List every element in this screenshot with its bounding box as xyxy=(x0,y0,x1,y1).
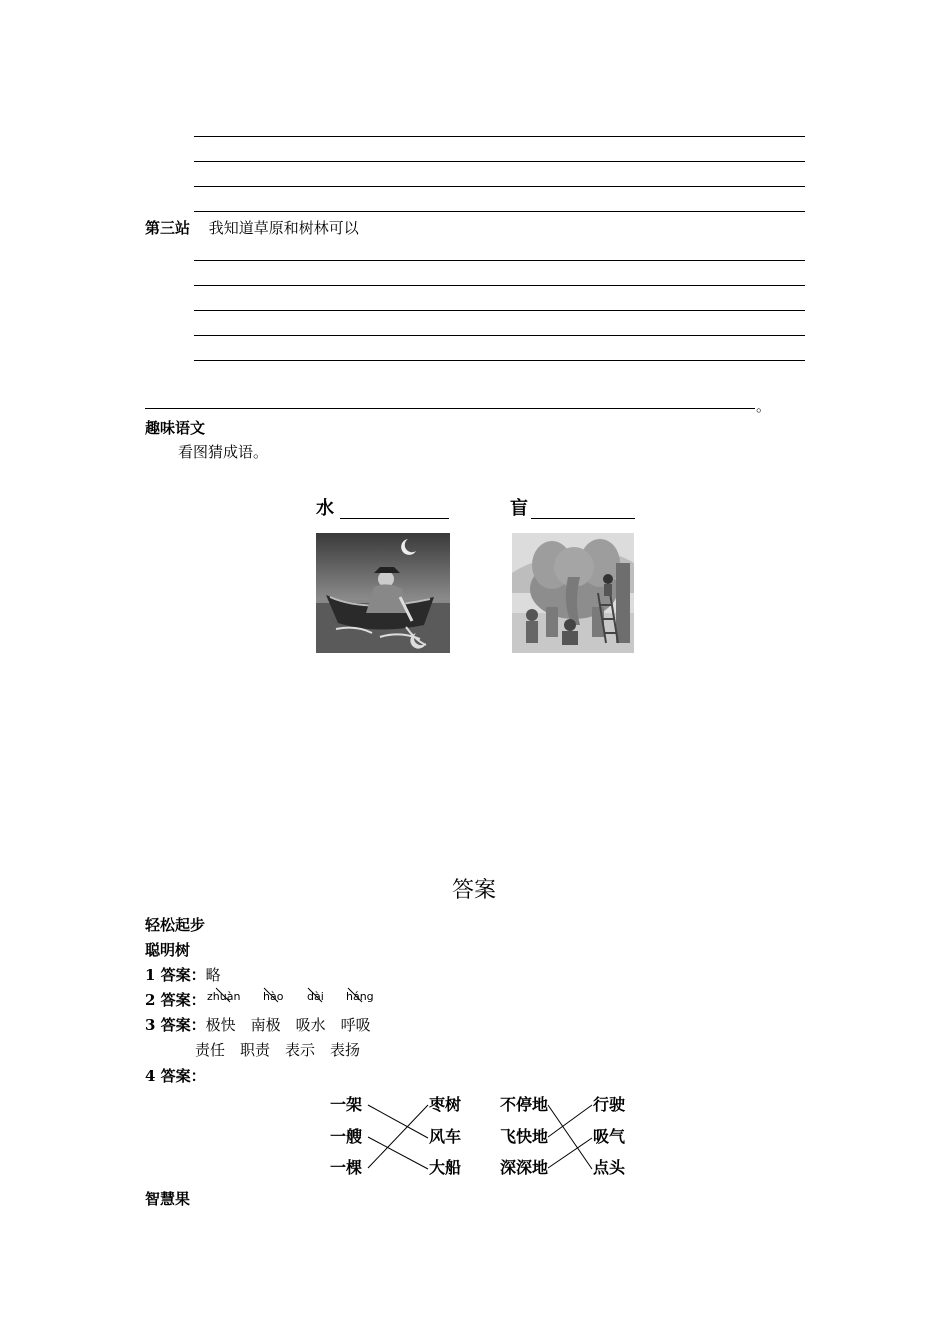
section-smart-tree: 聪明树 xyxy=(145,941,191,959)
match2-left-2: 飞快地 xyxy=(500,1127,549,1146)
match-lines-2 xyxy=(546,1100,594,1175)
match-right-2: 风车 xyxy=(429,1127,462,1146)
pinyin-strikes xyxy=(200,986,390,1006)
pinyin-hao: hào xyxy=(263,990,284,1003)
pinyin-hang: háng xyxy=(346,990,374,1003)
idiom1-blank xyxy=(340,518,449,519)
answer-4-label: 4 答案： xyxy=(145,1067,206,1085)
answer-3-label: 3 答案： xyxy=(145,1016,206,1034)
answer-line xyxy=(194,186,805,187)
match-left-2: 一艘 xyxy=(330,1127,363,1146)
station3-row xyxy=(145,218,359,238)
idiom2-blank xyxy=(531,518,635,519)
match2-left-3: 深深地 xyxy=(500,1158,549,1177)
match-left-3: 一棵 xyxy=(330,1158,363,1177)
pinyin-zhuan: zhuàn xyxy=(207,990,241,1003)
answer-3-row2: 责任 职责 表示 表扬 xyxy=(195,1041,361,1059)
match2-right-2: 吸气 xyxy=(593,1127,626,1146)
answer-3-row1: 极快 南极 吸水 呼吸 xyxy=(205,1016,371,1034)
station3-label: 第三站 xyxy=(145,219,191,237)
section-easy-start: 轻松起步 xyxy=(145,916,206,934)
match-right-1: 枣树 xyxy=(429,1095,462,1114)
match-lines-1 xyxy=(366,1100,430,1175)
match2-right-1: 行驶 xyxy=(593,1095,626,1114)
answer-line xyxy=(194,285,805,286)
end-mark: 。 xyxy=(756,397,772,415)
section-wisdom-fruit: 智慧果 xyxy=(145,1190,191,1208)
answer-line xyxy=(194,360,805,361)
answer-1 xyxy=(145,965,221,985)
match-left-1: 一架 xyxy=(330,1095,363,1114)
fun-instruction: 看图猜成语。 xyxy=(178,443,269,461)
answer-4 xyxy=(145,1066,206,1086)
answer-1-text: 略 xyxy=(205,966,221,984)
answer-line xyxy=(194,335,805,336)
elephant-image xyxy=(512,533,634,653)
match-right-3: 大船 xyxy=(429,1158,462,1177)
answer-line xyxy=(194,310,805,311)
answers-title: 答案 xyxy=(452,878,497,903)
answer-line xyxy=(194,136,805,137)
match2-left-1: 不停地 xyxy=(500,1095,549,1114)
idiom1-char: 水 xyxy=(316,498,334,519)
answer-line xyxy=(194,211,805,212)
answer-1-label: 1 答案： xyxy=(145,966,206,984)
answer-line-long xyxy=(145,408,755,409)
pinyin-dai: dài xyxy=(307,990,324,1003)
match2-right-3: 点头 xyxy=(593,1158,626,1177)
fun-heading: 趣味语文 xyxy=(145,419,206,437)
answer-line xyxy=(194,161,805,162)
answer-3 xyxy=(145,1015,371,1035)
station3-prompt: 我知道草原和树林可以 xyxy=(208,219,359,237)
answer-2 xyxy=(145,990,206,1010)
answer-2-label: 2 答案： xyxy=(145,991,206,1009)
boat-night-image xyxy=(316,533,450,653)
idiom2-char: 盲 xyxy=(510,498,528,519)
answer-line xyxy=(194,260,805,261)
